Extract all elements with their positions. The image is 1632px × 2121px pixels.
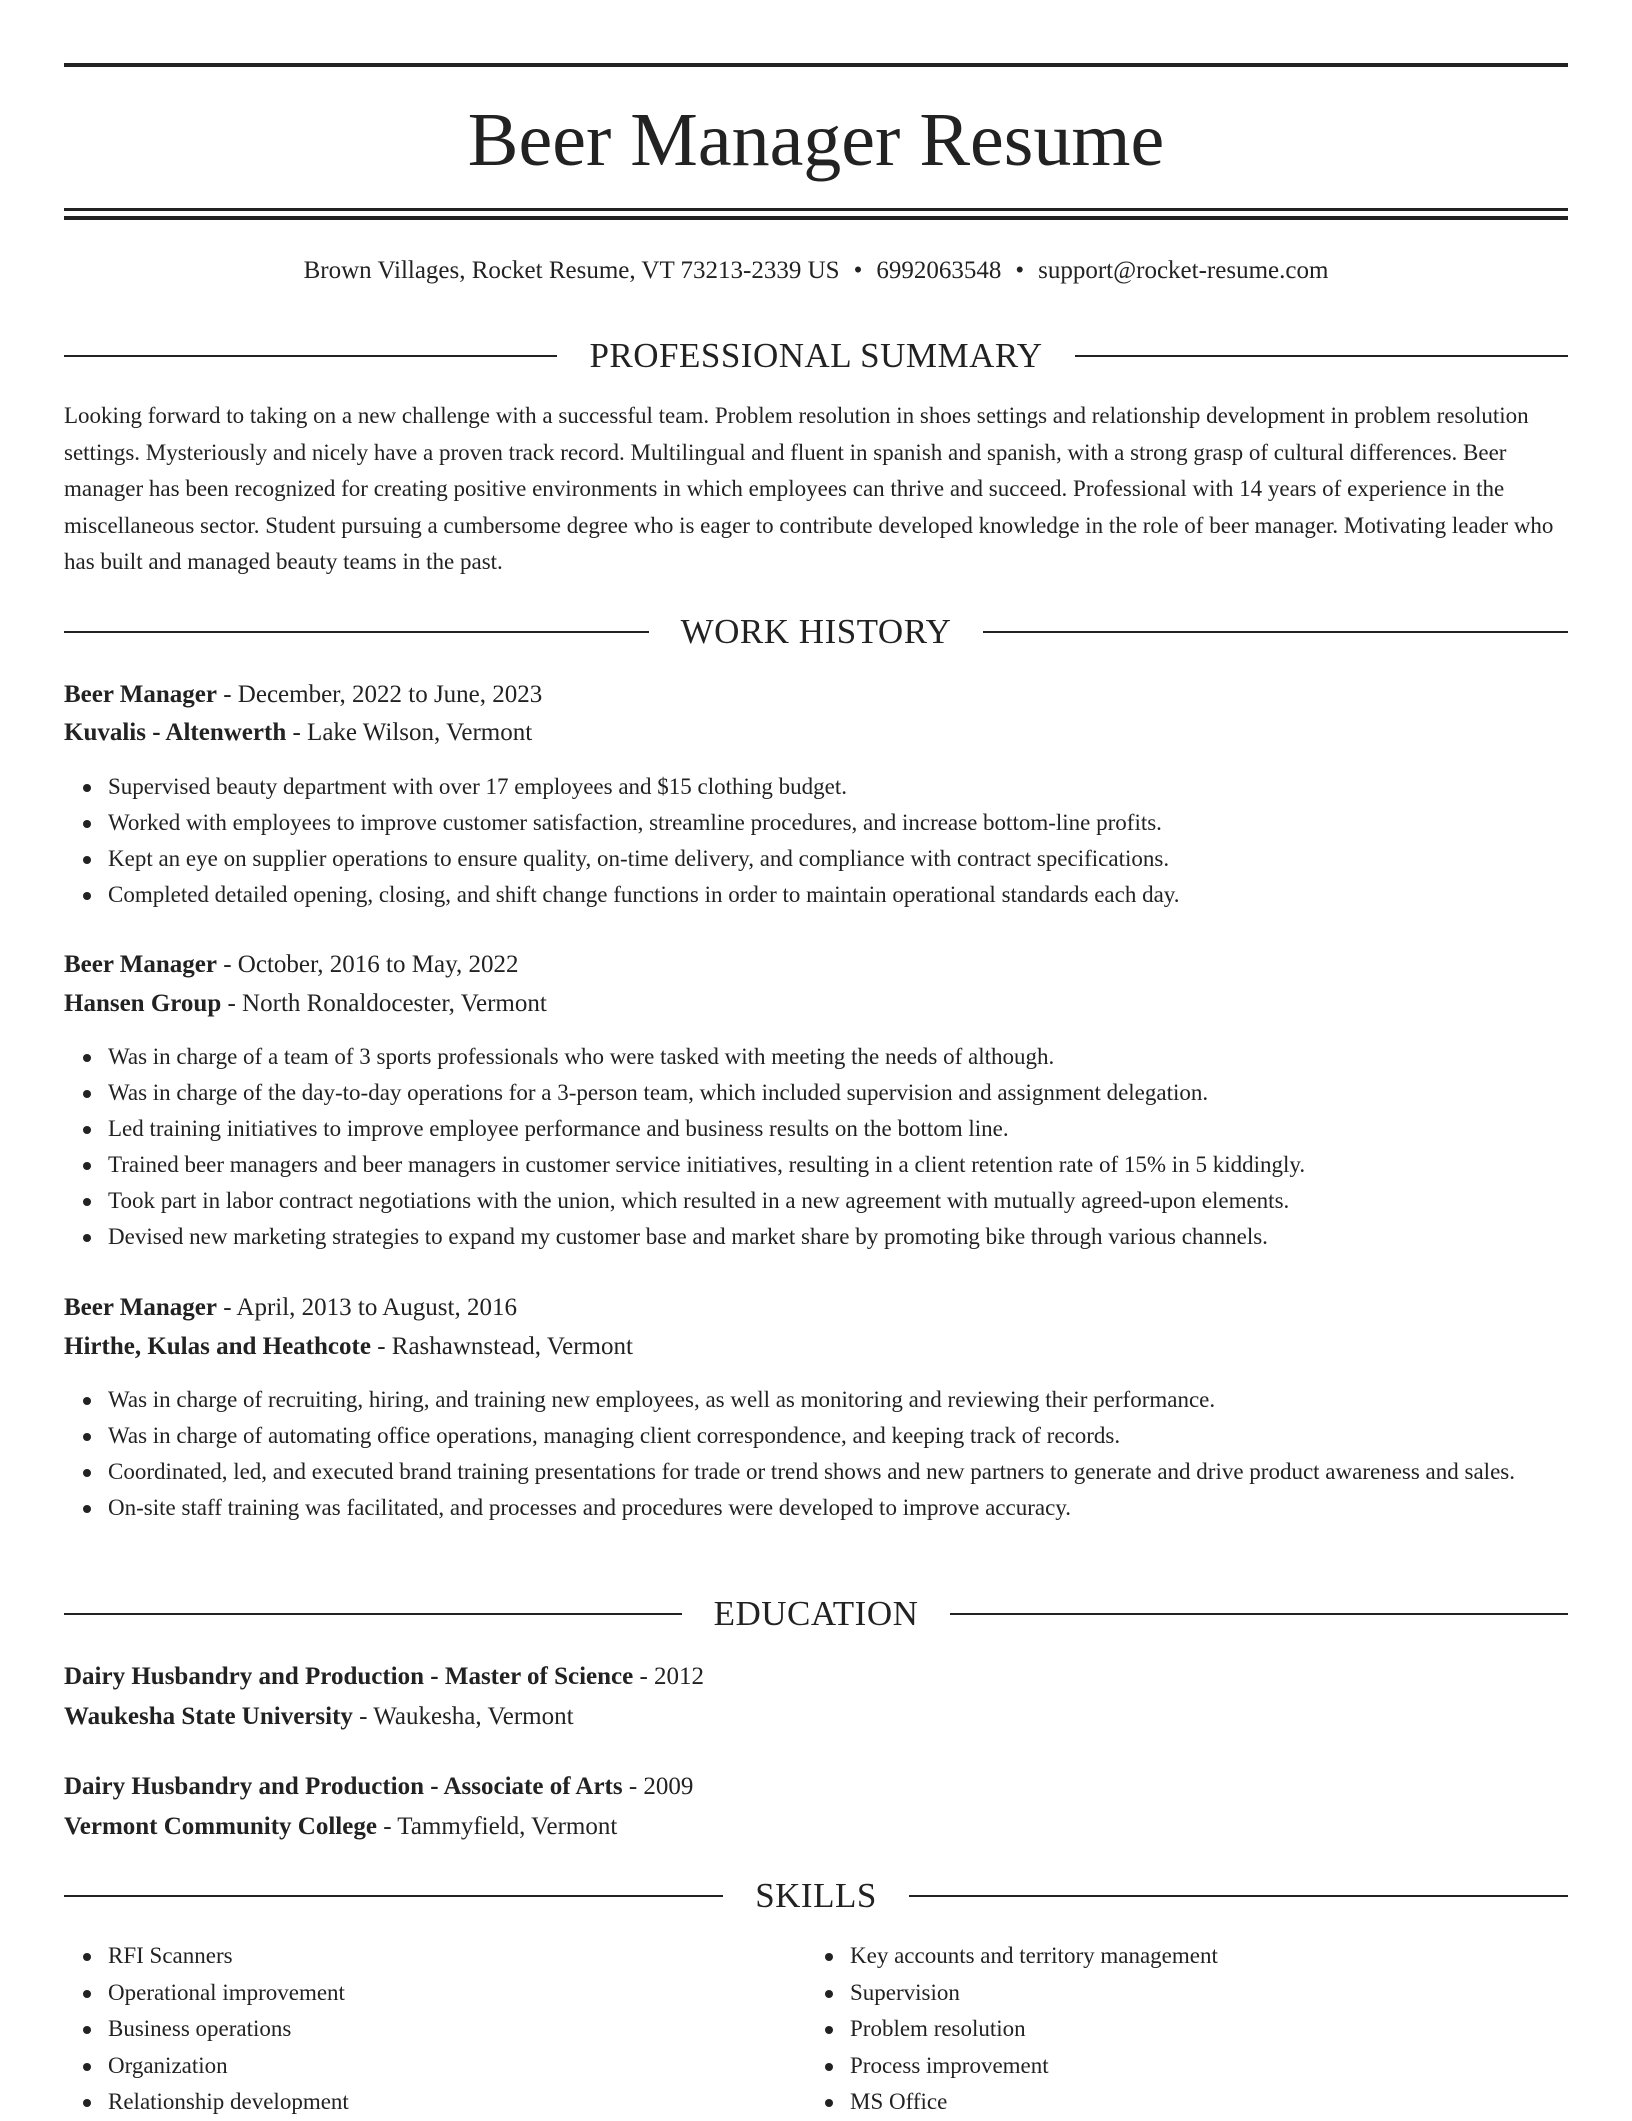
heading-rule-left bbox=[64, 1895, 723, 1897]
list-item: Organization bbox=[108, 2048, 764, 2085]
list-item: Supervision bbox=[850, 1975, 1506, 2012]
list-item: Worked with employees to improve customer satisfaction, streamline procedures, and increase bottom-line profits. bbox=[108, 805, 1568, 841]
heading-rule-left bbox=[64, 355, 557, 357]
heading-rule-left bbox=[64, 1613, 682, 1615]
education-degree-line bbox=[64, 1660, 704, 1694]
education-degree: Dairy Husbandry and Production - Associate of Arts bbox=[64, 1773, 623, 1800]
job-title: Beer Manager bbox=[64, 1294, 217, 1321]
job-dates: - December, 2022 to June, 2023 bbox=[216, 681, 543, 708]
contact-email[interactable]: support@rocket-resume.com bbox=[1038, 257, 1329, 284]
skills-list-left bbox=[64, 1938, 764, 2121]
list-item: Relationship development bbox=[108, 2084, 764, 2121]
job-dates: - April, 2013 to August, 2016 bbox=[216, 1294, 517, 1321]
section-title: EDUCATION bbox=[713, 1594, 919, 1633]
job-bullets bbox=[64, 1039, 1568, 1255]
contact-phone: 6992063548 bbox=[876, 257, 1002, 284]
heading-rule-right bbox=[1075, 355, 1568, 357]
list-item: Completed detailed opening, closing, and shift change functions in order to maintain operational standards each day. bbox=[108, 877, 1568, 913]
heading-rule-right bbox=[983, 631, 1568, 633]
list-item: Took part in labor contract negotiations with the union, which resulted in a new agreement with mutually agreed-upon elements. bbox=[108, 1183, 1568, 1219]
heading-rule-left bbox=[64, 631, 649, 633]
list-item: Operational improvement bbox=[108, 1975, 764, 2012]
heading-rule-right bbox=[950, 1613, 1568, 1615]
job-title: Beer Manager bbox=[64, 681, 217, 708]
list-item: Kept an eye on supplier operations to ensure quality, on-time delivery, and compliance with contract specifications. bbox=[108, 841, 1568, 877]
education-school-line bbox=[64, 1700, 574, 1734]
job-title-line bbox=[64, 948, 518, 982]
education-location: - Tammyfield, Vermont bbox=[376, 1813, 618, 1840]
heading-rule-right bbox=[909, 1895, 1568, 1897]
contact-address: Brown Villages, Rocket Resume, VT 73213-2339 US bbox=[303, 257, 840, 284]
title-rule-upper bbox=[64, 208, 1568, 211]
job-title: Beer Manager bbox=[64, 951, 217, 978]
job-bullets bbox=[64, 1382, 1568, 1526]
title-rule-lower bbox=[64, 216, 1568, 220]
list-item: Was in charge of a team of 3 sports professionals who were tasked with meeting the needs of although. bbox=[108, 1039, 1568, 1075]
job-location: - Rashawnstead, Vermont bbox=[370, 1333, 633, 1360]
list-item: Led training initiatives to improve employee performance and business results on the bottom line. bbox=[108, 1111, 1568, 1147]
section-heading-education bbox=[64, 1592, 1568, 1636]
skills-list-right bbox=[806, 1938, 1506, 2121]
list-item: Problem resolution bbox=[850, 2011, 1506, 2048]
job-location: - North Ronaldocester, Vermont bbox=[221, 990, 547, 1017]
list-item: Coordinated, led, and executed brand training presentations for trade or trend shows and new partners to generate and drive product awareness and sales. bbox=[108, 1454, 1568, 1490]
education-school: Vermont Community College bbox=[64, 1813, 377, 1840]
list-item: Key accounts and territory management bbox=[850, 1938, 1506, 1975]
section-title: PROFESSIONAL SUMMARY bbox=[589, 336, 1043, 375]
education-year: - 2012 bbox=[633, 1663, 705, 1690]
list-item: Was in charge of automating office operations, managing client correspondence, and keeping track of records. bbox=[108, 1418, 1568, 1454]
list-item: Business operations bbox=[108, 2011, 764, 2048]
job-location: - Lake Wilson, Vermont bbox=[286, 719, 533, 746]
job-company: Kuvalis - Altenwerth bbox=[64, 719, 287, 746]
job-company-line bbox=[64, 987, 547, 1021]
top-rule bbox=[64, 63, 1568, 67]
job-company: Hansen Group bbox=[64, 990, 222, 1017]
education-school-line bbox=[64, 1810, 617, 1844]
job-company-line bbox=[64, 716, 532, 750]
summary-text: Looking forward to taking on a new challenge with a successful team. Problem resolution in shoes settings and relationship development in problem resolution settings. Mysteriously and nicely have a proven track record. Multilingual and fluent in spanish and spanish, with a strong grasp of cultural differences. Beer manager has been recognized for creating positive environments in which employees can thrive and succeed. Professional with 14 years of experience in the miscellaneous sector. Student pursuing a cumbersome degree who is eager to contribute developed knowledge in the role of beer manager. Motivating leader who has built and managed beauty teams in the past. bbox=[64, 403, 1554, 574]
section-heading-skills bbox=[64, 1874, 1568, 1918]
education-degree: Dairy Husbandry and Production - Master of Science bbox=[64, 1663, 634, 1690]
section-heading-work bbox=[64, 610, 1568, 654]
list-item: Devised new marketing strategies to expand my customer base and market share by promoting bike through various channels. bbox=[108, 1219, 1568, 1255]
education-year: - 2009 bbox=[622, 1773, 694, 1800]
job-company: Hirthe, Kulas and Heathcote bbox=[64, 1333, 371, 1360]
job-dates: - October, 2016 to May, 2022 bbox=[216, 951, 519, 978]
list-item: Process improvement bbox=[850, 2048, 1506, 2085]
list-item: MS Office bbox=[850, 2084, 1506, 2121]
contact-line bbox=[64, 255, 1568, 287]
list-item: Was in charge of the day-to-day operations for a 3-person team, which included supervision and assignment delegation. bbox=[108, 1075, 1568, 1111]
contact-separator: • bbox=[1015, 257, 1025, 284]
list-item: On-site staff training was facilitated, and processes and procedures were developed to improve accuracy. bbox=[108, 1490, 1568, 1526]
job-title-line bbox=[64, 678, 542, 712]
list-item: Was in charge of recruiting, hiring, and training new employees, as well as monitoring and reviewing their performance. bbox=[108, 1382, 1568, 1418]
section-title: WORK HISTORY bbox=[680, 612, 952, 651]
list-item: RFI Scanners bbox=[108, 1938, 764, 1975]
education-school: Waukesha State University bbox=[64, 1703, 353, 1730]
job-bullets bbox=[64, 769, 1568, 913]
list-item: Trained beer managers and beer managers in customer service initiatives, resulting in a client retention rate of 15% in 5 kiddingly. bbox=[108, 1147, 1568, 1183]
section-title: SKILLS bbox=[755, 1876, 877, 1915]
job-company-line bbox=[64, 1330, 633, 1364]
education-degree-line bbox=[64, 1770, 693, 1804]
education-location: - Waukesha, Vermont bbox=[352, 1703, 574, 1730]
list-item: Supervised beauty department with over 17 employees and $15 clothing budget. bbox=[108, 769, 1568, 805]
section-heading-summary bbox=[64, 334, 1568, 378]
job-title-line bbox=[64, 1291, 517, 1325]
contact-separator: • bbox=[853, 257, 863, 284]
page-title: Beer Manager Resume bbox=[467, 98, 1165, 182]
